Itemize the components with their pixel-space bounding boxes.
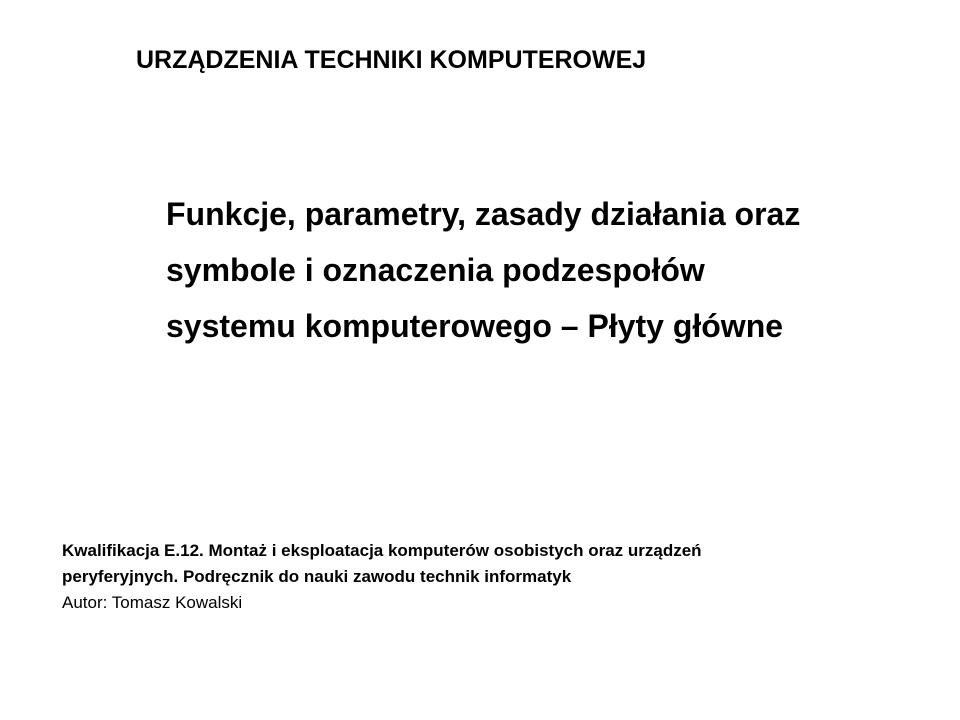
source-citation (62, 538, 922, 616)
lesson-title-line-2: symbole i oznaczenia podzespołów (166, 252, 705, 288)
lesson-title (166, 186, 926, 354)
lesson-title-line-1: Funkcje, parametry, zasady działania oraz (166, 196, 801, 232)
source-line-2: peryferyjnych. Podręcznik do nauki zawodu technik informatyk (62, 567, 572, 586)
course-title: URZĄDZENIA TECHNIKI KOMPUTEROWEJ (136, 46, 647, 74)
source-line-1: Kwalifikacja E.12. Montaż i eksploatacja komputerów osobistych oraz urządzeń (62, 541, 702, 560)
lesson-title-line-3: systemu komputerowego – Płyty główne (166, 308, 784, 344)
author-line: Autor: Tomasz Kowalski (62, 593, 243, 612)
